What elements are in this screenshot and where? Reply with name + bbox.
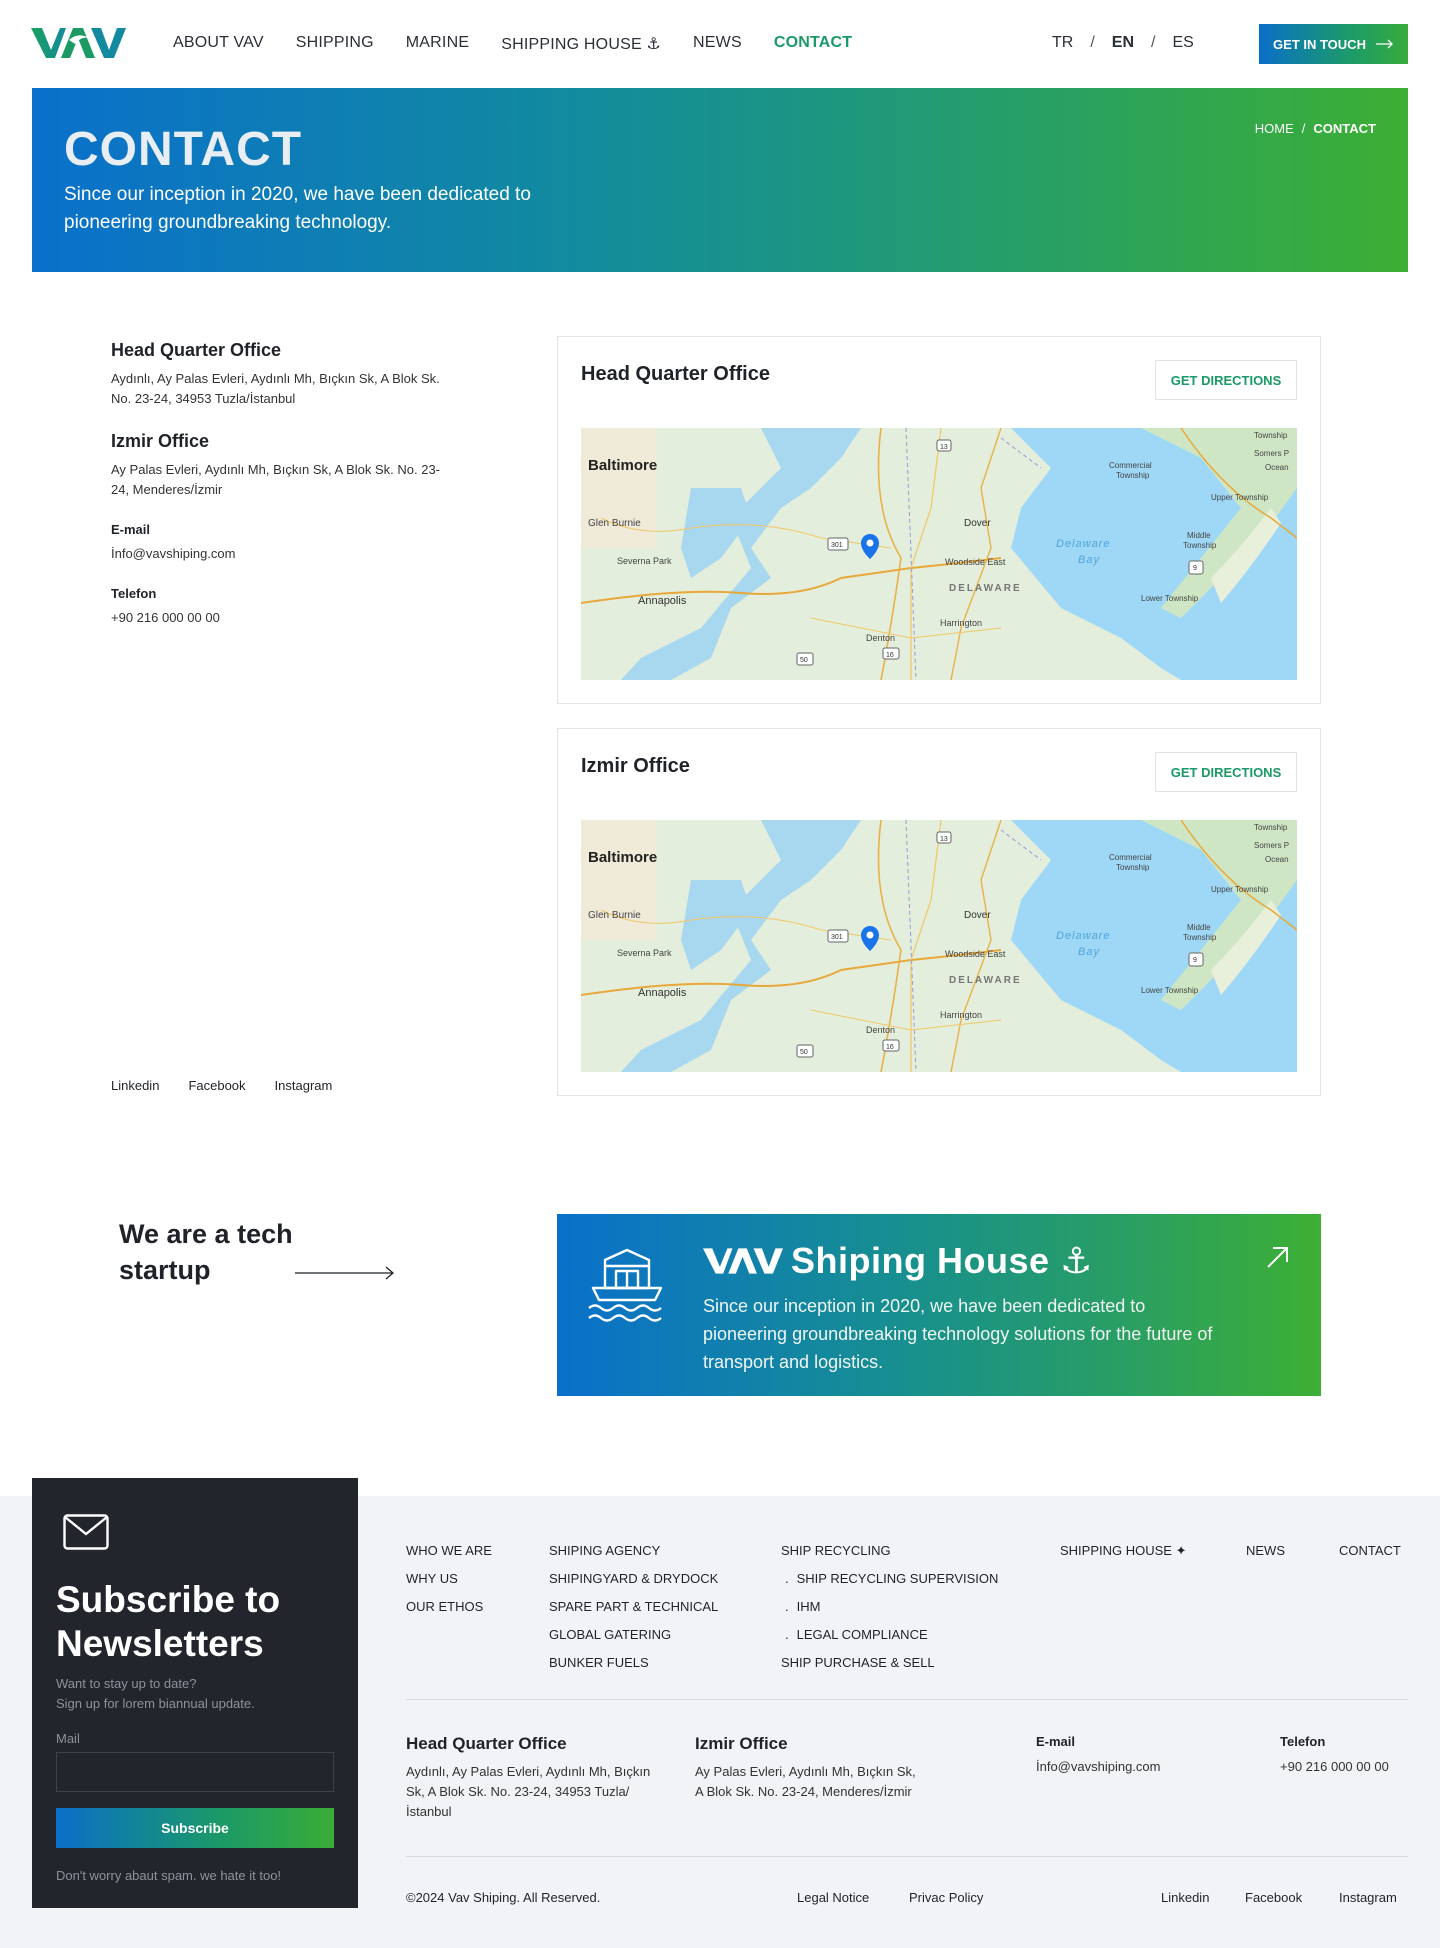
newsletter-panel [32, 1478, 358, 1908]
map-label: Dover [964, 910, 991, 921]
footer-link-ihm[interactable]: . IHM [781, 1593, 998, 1621]
map-label: Glen Burnie [588, 518, 641, 529]
map-label: Middle [1187, 923, 1211, 932]
vav-logo-white [703, 1245, 783, 1277]
shipping-house-promo[interactable] [557, 1214, 1321, 1396]
footer-link-ship-recycling[interactable]: SHIP RECYCLING [781, 1543, 891, 1558]
footer-link-recycling-supervision[interactable]: . SHIP RECYCLING SUPERVISION [781, 1565, 998, 1593]
map-label: Denton [866, 633, 896, 643]
map-label: Annapolis [638, 595, 687, 607]
lang-separator: / [1090, 34, 1095, 51]
map-label: Township [1183, 541, 1217, 550]
route-shield: 9 [1193, 957, 1197, 964]
footer-link-legal-compliance[interactable]: . LEGAL COMPLIANCE [781, 1621, 998, 1649]
map-label: Harrington [940, 1010, 983, 1020]
map-label: Township [1116, 863, 1150, 872]
map-label: Baltimore [588, 849, 658, 866]
map-label: Annapolis [638, 987, 687, 999]
phone-label: Telefon [111, 586, 157, 601]
map-label: Bay [1078, 946, 1100, 958]
footer-instagram-link[interactable]: Instagram [1339, 1890, 1397, 1905]
footer-link-our-ethos[interactable]: OUR ETHOS [406, 1599, 484, 1614]
footer-izmir-address: Ay Palas Evleri, Aydınlı Mh, Bıçkın Sk, A Blok Sk. No. 23-24, Menderes/İzmir [695, 1764, 916, 1799]
footer-divider [406, 1856, 1408, 1857]
hq-office-title: Head Quarter Office [111, 340, 282, 360]
footer-izmir-title: Izmir Office [695, 1734, 788, 1753]
route-shield: 16 [886, 1044, 894, 1051]
footer-link-contact[interactable]: CONTACT [1339, 1543, 1401, 1558]
izmir-office-address: Ay Palas Evleri, Aydınlı Mh, Bıçkın Sk, A Blok Sk. No. 23-24, Menderes/İzmir [111, 462, 440, 497]
lang-es[interactable]: ES [1172, 34, 1194, 51]
breadcrumb-home[interactable]: HOME [1254, 121, 1294, 136]
instagram-link[interactable]: Instagram [274, 1078, 333, 1093]
map-label: Commercial [1109, 461, 1152, 470]
map-label: Township [1116, 471, 1150, 480]
footer-link-who-we-are[interactable]: WHO WE ARE [406, 1543, 492, 1558]
lang-tr[interactable]: TR [1052, 34, 1074, 51]
footer-email [1036, 1734, 1160, 1777]
contact-info [111, 340, 451, 650]
route-shield: 50 [800, 657, 808, 664]
map-card-title: Izmir Office [581, 755, 690, 777]
map-label: Somers P [1254, 449, 1290, 458]
main-nav [173, 34, 884, 54]
email-label: E-mail [111, 522, 151, 537]
language-switcher [1052, 34, 1194, 52]
map-label: Woodside East [945, 557, 1006, 567]
external-arrow-icon[interactable] [1265, 1244, 1291, 1270]
nav-about-vav[interactable]: ABOUT VAV [173, 34, 264, 51]
get-directions-button[interactable]: GET DIRECTIONS [1155, 360, 1297, 400]
footer-link-shipingyard[interactable]: SHIPINGYARD & DRYDOCK [549, 1571, 719, 1586]
route-shield: 13 [940, 444, 948, 451]
map-label: Upper Township [1211, 493, 1269, 502]
footer-col-shipping-house [1060, 1537, 1186, 1565]
hero-banner [32, 88, 1408, 272]
footer-link-bunker-fuels[interactable]: BUNKER FUELS [549, 1655, 649, 1670]
map-label: Woodside East [945, 949, 1006, 959]
contact-socials [111, 1078, 332, 1093]
privacy-policy-link[interactable]: Privac Policy [909, 1890, 984, 1905]
footer-hq-address: Aydınlı, Ay Palas Evleri, Aydınlı Mh, Bıçkın Sk, A Blok Sk. No. 23-24, 34953 Tuzla/İstanbul [406, 1764, 651, 1819]
footer-phone-label: Telefon [1280, 1734, 1326, 1749]
footer-link-spare-part[interactable]: SPARE PART & TECHNICAL [549, 1599, 719, 1614]
map-label: Somers P [1254, 841, 1290, 850]
hero-subtitle: Since our inception in 2020, we have been dedicated to pioneering groundbreaking technology. [64, 184, 531, 233]
footer-divider [406, 1699, 1408, 1700]
footer-link-news[interactable]: NEWS [1246, 1543, 1285, 1558]
breadcrumb-separator: / [1301, 121, 1306, 136]
map-label: Middle [1187, 531, 1211, 540]
long-arrow-right-icon [295, 1266, 395, 1280]
houseboat-icon [587, 1244, 667, 1324]
mail-icon [63, 1514, 109, 1550]
map-label: Denton [866, 1025, 896, 1035]
site-header [0, 0, 1440, 88]
route-shield: 16 [886, 652, 894, 659]
email-block [111, 522, 451, 564]
map-label: Township [1183, 933, 1217, 942]
nav-shipping-house[interactable]: SHIPPING HOUSE ⚓ [501, 36, 662, 53]
get-in-touch-label: GET IN TOUCH [1273, 36, 1366, 52]
map-label: Severna Park [617, 948, 672, 958]
map-label: Ocean [1265, 463, 1289, 472]
mail-label: Mail [56, 1731, 80, 1746]
vav-logo[interactable] [31, 24, 126, 62]
get-in-touch-button[interactable] [1259, 24, 1408, 64]
map-label: Township [1254, 823, 1288, 832]
map-graphic [581, 820, 1297, 1072]
map-label: Dover [964, 518, 991, 529]
breadcrumb [1255, 121, 1376, 136]
breadcrumb-current: CONTACT [1313, 121, 1376, 136]
nav-contact[interactable]: CONTACT [773, 34, 853, 51]
map-label: Lower Township [1141, 594, 1199, 603]
tech-line-2: startup [119, 1255, 211, 1285]
map-card-title: Head Quarter Office [581, 363, 770, 385]
spam-note: Don't worry abaut spam. we hate it too! [56, 1868, 282, 1883]
map-label: Bay [1078, 554, 1100, 566]
promo-brand-title: Shiping House ⚓ [791, 1240, 1093, 1281]
footer-col-shipping [549, 1537, 718, 1677]
footer-col-contact [1339, 1537, 1401, 1565]
footer-link-shipping-house[interactable]: SHIPPING HOUSE ✦ [1060, 1543, 1187, 1558]
phone-block [111, 586, 451, 628]
phone-link[interactable]: +90 216 000 00 00 [111, 610, 220, 625]
footer-col-news [1246, 1537, 1285, 1565]
route-shield: 301 [831, 934, 843, 941]
nav-shipping[interactable]: SHIPPING [295, 34, 374, 51]
izmir-office-title: Izmir Office [111, 431, 210, 451]
footer-izmir-office [695, 1734, 925, 1802]
footer-col-recycling [781, 1537, 998, 1677]
footer-email-label: E-mail [1036, 1734, 1076, 1749]
footer-link-shiping-agency[interactable]: SHIPING AGENCY [549, 1543, 661, 1558]
izmir-office-block [111, 431, 451, 500]
page-title: CONTACT [64, 123, 303, 176]
arrow-right-icon [1376, 39, 1394, 49]
map-label: Glen Burnie [588, 910, 641, 921]
newsletter-sub-line-2: Sign up for lorem biannual update. [56, 1696, 255, 1711]
route-shield: 9 [1193, 565, 1197, 572]
facebook-link[interactable]: Facebook [188, 1078, 246, 1093]
map-label: Delaware [1056, 538, 1111, 550]
hq-office-address: Aydınlı, Ay Palas Evleri, Aydınlı Mh, Bıçkın Sk, A Blok Sk. No. 23-24, 34953 Tuzla/İstanbul [111, 371, 440, 406]
promo-text: Since our inception in 2020, we have been dedicated to pioneering groundbreaking technology solutions for the future of transport and logistics. [703, 1296, 1213, 1372]
copyright: ©2024 Vav Shiping. All Reserved. [406, 1890, 601, 1905]
map-graphic [581, 428, 1297, 680]
map-label: Commercial [1109, 853, 1152, 862]
map-label: Lower Township [1141, 986, 1199, 995]
footer-col-about [406, 1537, 492, 1621]
map-label: Severna Park [617, 556, 672, 566]
map-label: Ocean [1265, 855, 1289, 864]
footer-link-why-us[interactable]: WHY US [406, 1571, 458, 1586]
newsletter-title: Subscribe to Newsletters [56, 1579, 281, 1664]
legal-notice-link[interactable]: Legal Notice [797, 1890, 870, 1905]
nav-marine[interactable]: MARINE [405, 34, 470, 51]
mail-input[interactable] [56, 1752, 334, 1792]
footer-link-ship-purchase[interactable]: SHIP PURCHASE & SELL [781, 1655, 935, 1670]
newsletter-sub-line-1: Want to stay up to date? [56, 1676, 197, 1691]
izmir-map-card [557, 728, 1321, 1096]
tech-startup-heading [119, 1216, 293, 1288]
linkedin-link[interactable]: Linkedin [111, 1078, 160, 1093]
footer-hq-office [406, 1734, 656, 1822]
map-embed[interactable] [581, 820, 1297, 1072]
footer-phone-link[interactable]: +90 216 000 00 00 [1280, 1759, 1389, 1774]
promo-title [703, 1240, 1093, 1282]
lang-separator: / [1151, 34, 1156, 51]
get-directions-button[interactable]: GET DIRECTIONS [1155, 752, 1297, 792]
route-shield: 50 [800, 1049, 808, 1056]
footer-link-global-gatering[interactable]: GLOBAL GATERING [549, 1627, 672, 1642]
route-shield: 13 [940, 836, 948, 843]
map-label: DELAWARE [949, 975, 1022, 986]
email-link[interactable]: İnfo@vavshiping.com [111, 546, 236, 561]
map-label: Baltimore [588, 457, 658, 474]
hq-office-block [111, 340, 451, 409]
footer-email-link[interactable]: İnfo@vavshiping.com [1036, 1759, 1161, 1774]
newsletter-subtitle [56, 1674, 255, 1714]
map-label: Upper Township [1211, 885, 1269, 894]
nav-news[interactable]: NEWS [693, 34, 742, 51]
map-label: Delaware [1056, 930, 1111, 942]
map-label: Township [1254, 431, 1288, 440]
subscribe-button[interactable]: Subscribe [56, 1808, 334, 1848]
footer-phone [1280, 1734, 1389, 1777]
route-shield: 301 [831, 542, 843, 549]
map-embed[interactable] [581, 428, 1297, 680]
map-label: DELAWARE [949, 583, 1022, 594]
footer-hq-title: Head Quarter Office [406, 1734, 567, 1753]
footer-facebook-link[interactable]: Facebook [1245, 1890, 1303, 1905]
footer-linkedin-link[interactable]: Linkedin [1161, 1890, 1210, 1905]
lang-en[interactable]: EN [1111, 34, 1135, 51]
tech-line-1: We are a tech [119, 1219, 293, 1249]
map-label: Harrington [940, 618, 983, 628]
hq-map-card [557, 336, 1321, 704]
